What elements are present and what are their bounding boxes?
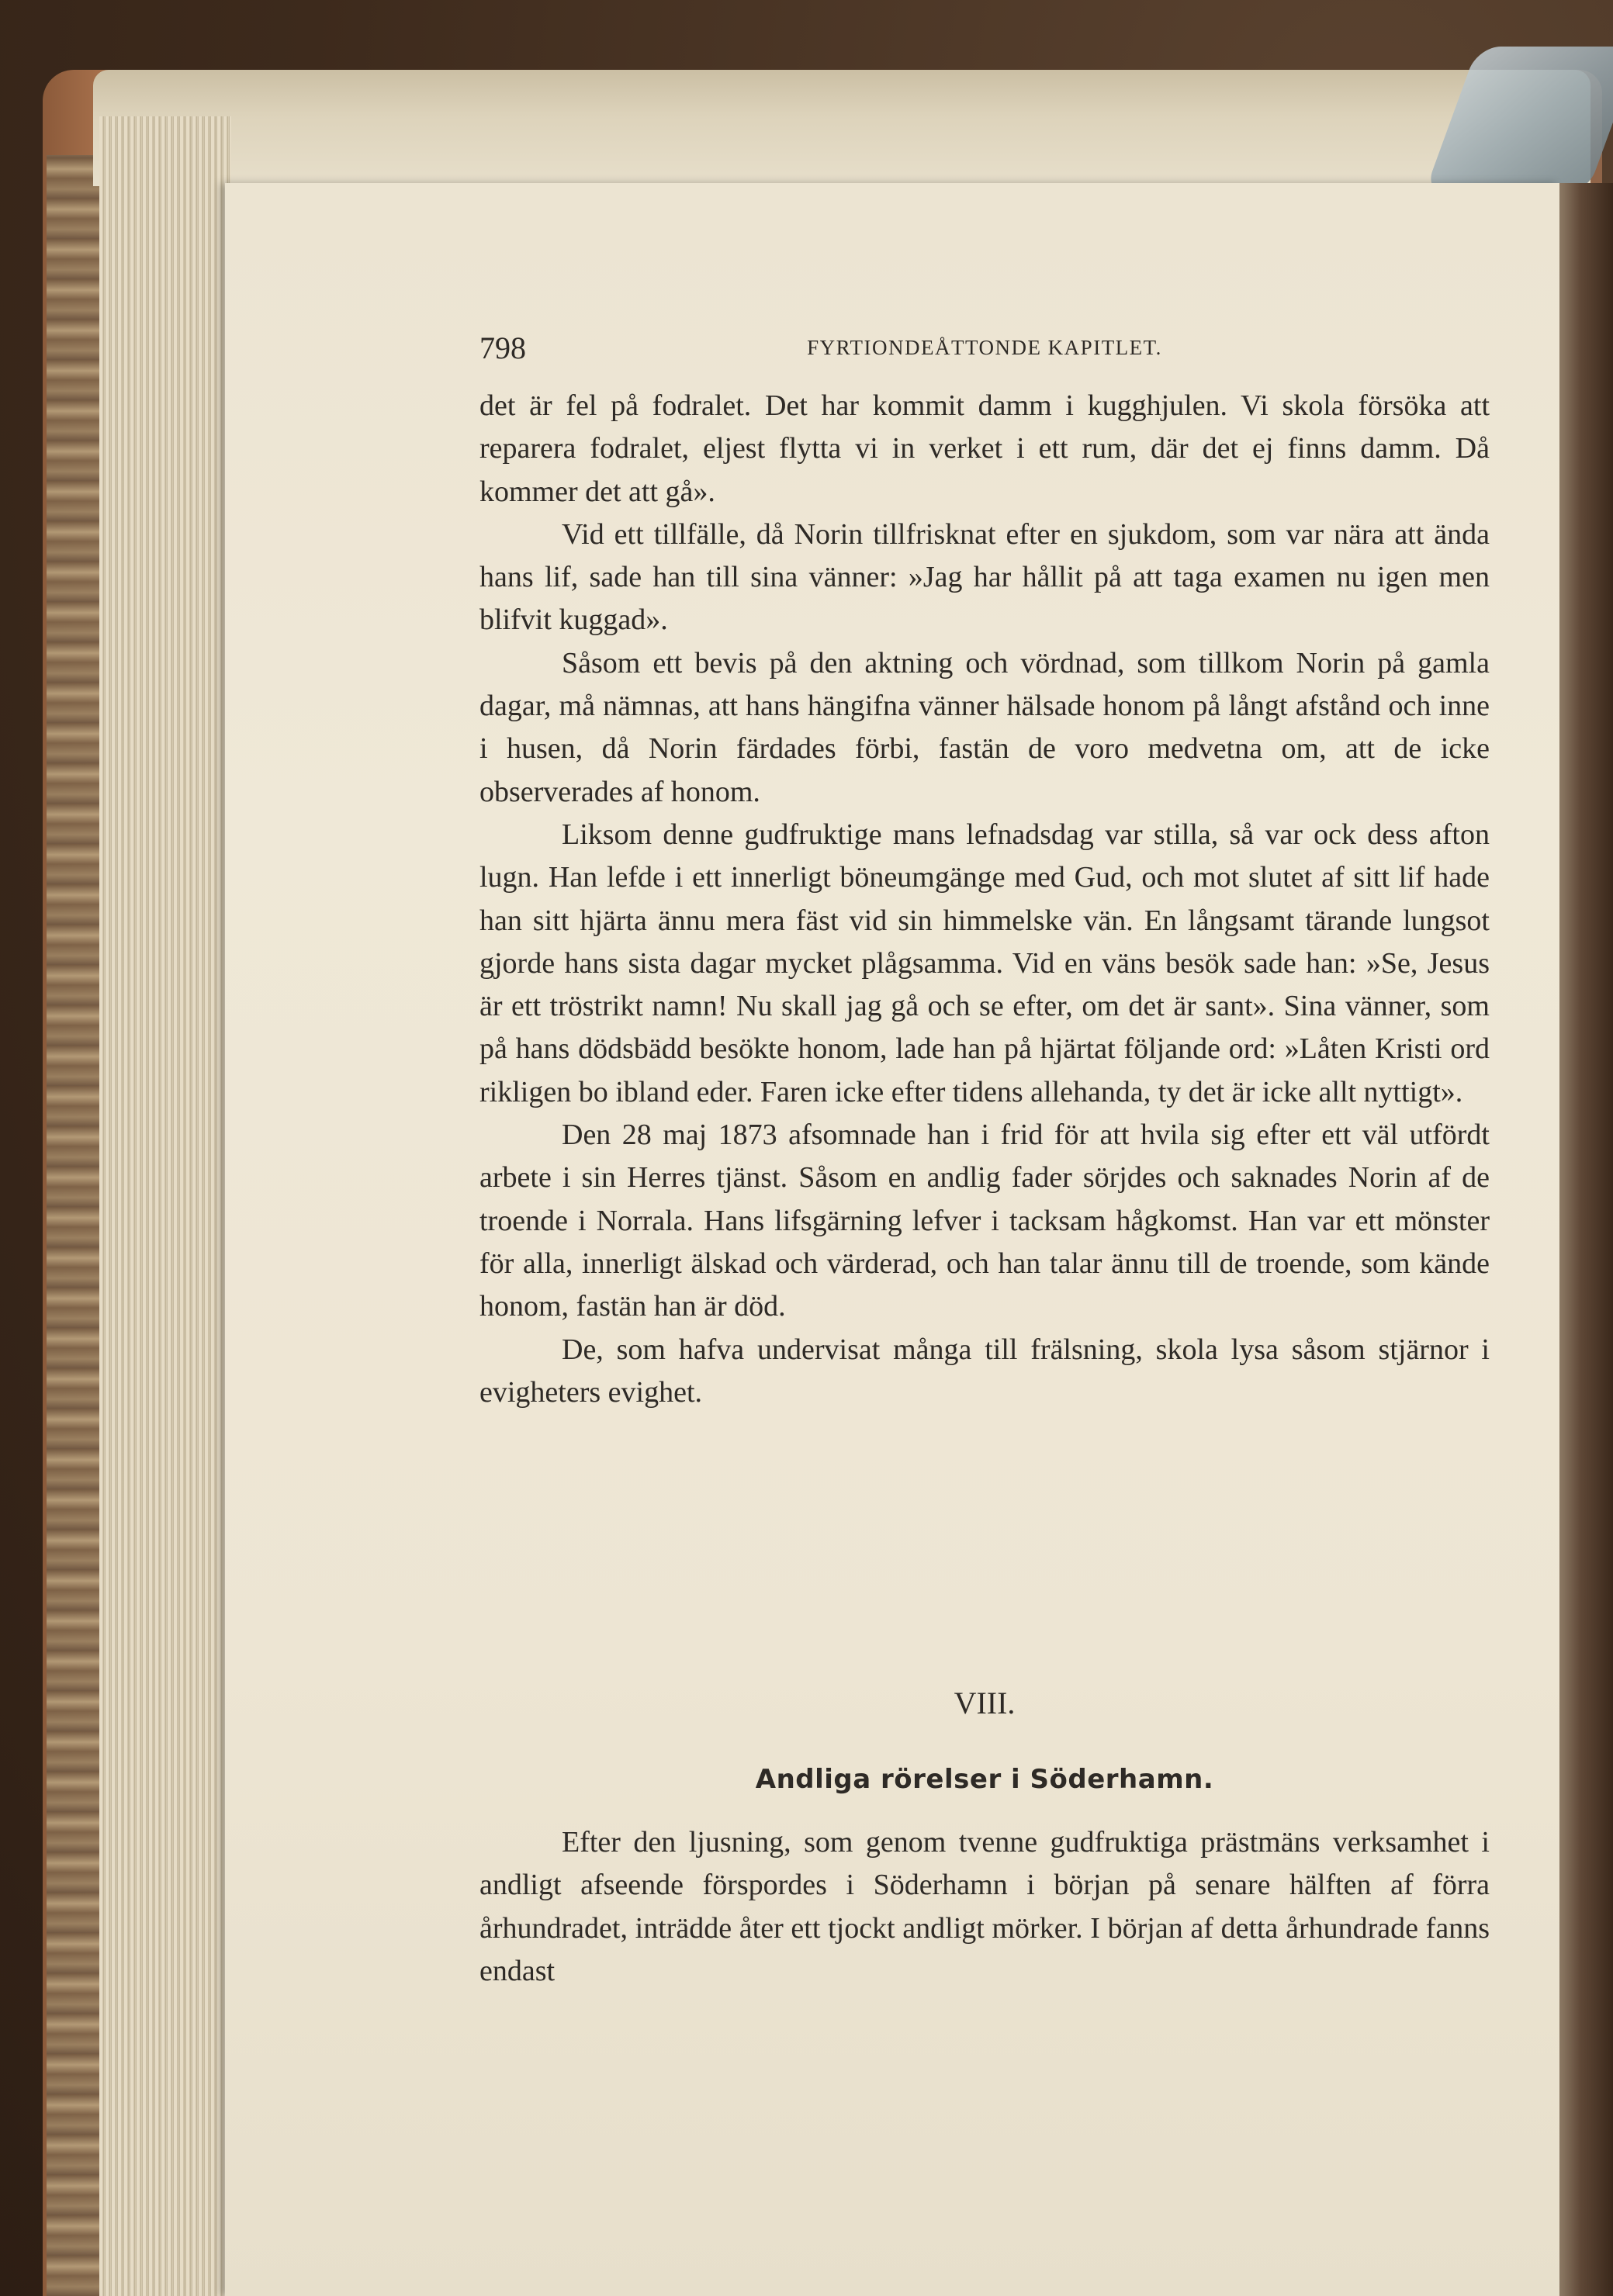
body-text-top <box>479 385 1490 1414</box>
page-leaves-stack <box>99 116 231 2296</box>
page-number: 798 <box>479 330 526 365</box>
paragraph: Såsom ett bevis på den aktning och vördnad, som tillkom Norin på gamla dagar, må nämnas, att hans hängifna vänner hälsade honom på långt afstånd och inne i husen, då Norin färdades förbi, fastän de voro medvetna om, att de icke observerades af honom. <box>479 646 1490 808</box>
paragraph: det är fel på fodralet. Det har kommit damm i kugghjulen. Vi skola försöka att reparera fodralet, eljest flytta vi in verket i ett rum, där det ej finns damm. Då kommer det att gå». <box>479 389 1490 508</box>
page-block-top-edge <box>93 70 1591 186</box>
paragraph: Vid ett tillfälle, då Norin tillfrisknat efter en sjukdom, som var nära att ända hans lif, sade han till sina vänner: »Jag har hållit på att taga examen nu igen men blifvit kuggad». <box>479 517 1490 637</box>
paragraph: Efter den ljusning, som genom tvenne gudfruktiga prästmäns verksamhet i andligt afseende förspordes i Söderhamn i början på senare hälften af förra århundradet, inträdde åter ett tjockt andligt mörker. I början af detta århundrade fanns endast <box>479 1826 1490 1987</box>
body-text-bottom <box>479 1821 1490 1993</box>
running-header <box>479 330 1490 368</box>
paragraph: De, som hafva undervisat många till frälsning, skola lysa såsom stjärnor i evigheters evighet. <box>479 1333 1490 1409</box>
section-numeral: VIII. <box>954 1686 1016 1720</box>
chapter-heading: FYRTIONDEÅTTONDE KAPITLET. <box>807 336 1162 359</box>
paragraph: Liksom denne gudfruktige mans lefnadsdag var stilla, så var ock dess afton lugn. Han lefde i ett innerligt böneumgänge med Gud, och mot slutet af sitt lif hade han sitt hjärta ännu mera fäst vid sin himmelske vän. En långsamt tärande lungsot gjorde hans sista dagar mycket plågsamma. Vid en väns besök sade han: »Se, Jesus är ett tröstrikt namn! Nu skall jag gå och se efter, om det är sant». Sina vänner, som på hans dödsbädd besökte honom, lade han på hjärtat följande ord: »Låten Kristi ord rikligen bo ibland eder. Faren icke efter tidens allehanda, ty det är icke allt nyttigt». <box>479 818 1490 1108</box>
section-title: Andliga rörelser i Söderhamn. <box>755 1764 1214 1795</box>
cover-marbled-edge <box>47 155 101 2296</box>
right-gutter-shadow <box>1559 183 1613 2296</box>
paragraph: Den 28 maj 1873 afsomnade han i frid för att hvila sig efter ett väl utfördt arbete i sin Herres tjänst. Såsom en andlig fader sörjdes och saknades Norin af de troende i Norrala. Hans lifsgärning lefver i tacksam hågkomst. Han var ett mönster för alla, innerligt älskad och värderad, och han talar ännu till de troende, som kände honom, fastän han är död. <box>479 1119 1490 1323</box>
